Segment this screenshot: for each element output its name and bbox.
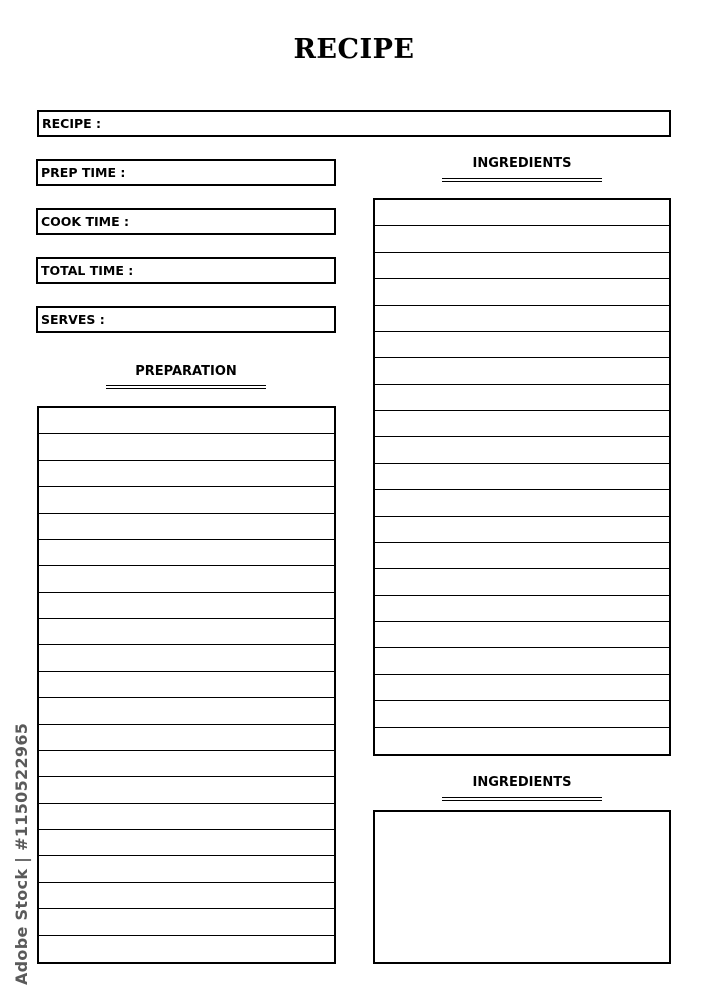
preparation-heading-rule <box>106 385 266 389</box>
ingredient-line[interactable] <box>375 332 669 358</box>
preparation-lines-box[interactable] <box>37 406 336 964</box>
ingredient-line[interactable] <box>375 411 669 437</box>
serves-label: SERVES : <box>41 312 105 327</box>
page-title: RECIPE <box>293 34 415 65</box>
preparation-line[interactable] <box>39 883 334 909</box>
serves-field[interactable] <box>36 306 336 333</box>
recipe-name-label: RECIPE : <box>42 116 102 131</box>
preparation-line[interactable] <box>39 725 334 751</box>
ingredient-line[interactable] <box>375 675 669 701</box>
ingredient-line[interactable] <box>375 569 669 595</box>
ingredient-line[interactable] <box>375 490 669 516</box>
ingredients-notes-heading-rule <box>442 797 602 801</box>
preparation-line[interactable] <box>39 645 334 671</box>
cook-time-field[interactable] <box>36 208 336 235</box>
total-time-label: TOTAL TIME : <box>41 263 134 278</box>
ingredient-line[interactable] <box>375 437 669 463</box>
preparation-line[interactable] <box>39 408 334 434</box>
preparation-line[interactable] <box>39 461 334 487</box>
preparation-line[interactable] <box>39 698 334 724</box>
preparation-line[interactable] <box>39 856 334 882</box>
ingredient-line[interactable] <box>375 543 669 569</box>
preparation-line[interactable] <box>39 566 334 592</box>
ingredient-line[interactable] <box>375 622 669 648</box>
ingredient-line[interactable] <box>375 728 669 754</box>
ingredients-lines-box[interactable] <box>373 198 671 756</box>
preparation-line[interactable] <box>39 672 334 698</box>
preparation-line[interactable] <box>39 540 334 566</box>
preparation-line[interactable] <box>39 936 334 962</box>
preparation-line[interactable] <box>39 434 334 460</box>
preparation-line[interactable] <box>39 487 334 513</box>
watermark-text: Adobe Stock | #1150522965 <box>12 722 31 985</box>
preparation-line[interactable] <box>39 777 334 803</box>
ingredient-line[interactable] <box>375 464 669 490</box>
ingredient-line[interactable] <box>375 701 669 727</box>
prep-time-label: PREP TIME : <box>41 165 126 180</box>
preparation-heading: PREPARATION <box>135 364 237 379</box>
ingredients-notes-box[interactable] <box>373 810 671 964</box>
recipe-name-field[interactable] <box>37 110 671 137</box>
total-time-field[interactable] <box>36 257 336 284</box>
ingredient-line[interactable] <box>375 358 669 384</box>
preparation-line[interactable] <box>39 804 334 830</box>
ingredient-line[interactable] <box>375 253 669 279</box>
ingredient-line[interactable] <box>375 226 669 252</box>
ingredient-line[interactable] <box>375 200 669 226</box>
ingredients-heading: INGREDIENTS <box>472 156 572 171</box>
ingredient-line[interactable] <box>375 385 669 411</box>
cook-time-label: COOK TIME : <box>41 214 129 229</box>
preparation-line[interactable] <box>39 593 334 619</box>
ingredient-line[interactable] <box>375 517 669 543</box>
preparation-line[interactable] <box>39 619 334 645</box>
ingredients-notes-heading: INGREDIENTS <box>472 775 572 790</box>
ingredients-heading-rule <box>442 178 602 182</box>
preparation-line[interactable] <box>39 909 334 935</box>
prep-time-field[interactable] <box>36 159 336 186</box>
ingredient-line[interactable] <box>375 596 669 622</box>
preparation-line[interactable] <box>39 514 334 540</box>
ingredient-line[interactable] <box>375 648 669 674</box>
preparation-line[interactable] <box>39 830 334 856</box>
ingredient-line[interactable] <box>375 306 669 332</box>
ingredient-line[interactable] <box>375 279 669 305</box>
preparation-line[interactable] <box>39 751 334 777</box>
